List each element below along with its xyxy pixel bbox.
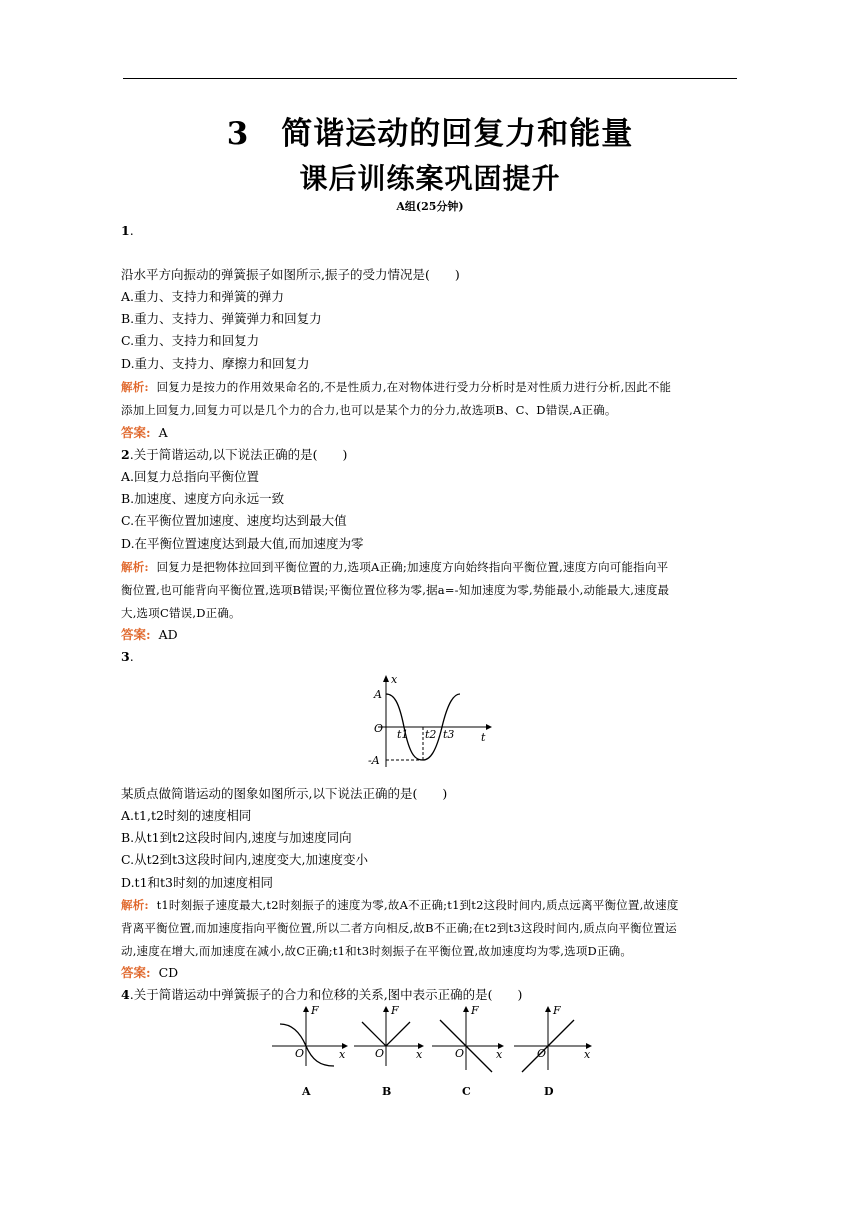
svg-text:O: O	[455, 1047, 465, 1060]
question-2-option-b: B.加速度、速度方向永远一致	[121, 491, 285, 506]
negative-amplitude-label: -A	[368, 754, 380, 767]
question-1-option-a: A.重力、支持力和弹簧的弹力	[121, 289, 285, 304]
question-2-answer: 答案: AD	[121, 627, 178, 642]
x-axis-arrow-icon	[383, 675, 389, 682]
question-2-analysis: 解析: 回复力是把物体拉回到平衡位置的力,选项A正确;加速度方向始终指向平衡位置,速度方向可能指向平	[121, 560, 669, 574]
svg-text:x: x	[496, 1048, 503, 1061]
header-rule	[123, 78, 737, 79]
vibration-graph-figure	[364, 672, 494, 772]
svg-text:F: F	[471, 1004, 479, 1017]
question-3-analysis-line-2: 背离平衡位置,而加速度指向平衡位置,所以二者方向相反,故B不正确;在t2到t3这段时间内,质点向平衡位置运	[121, 921, 677, 935]
question-1-answer: 答案: A	[121, 425, 168, 440]
t-axis-arrow-icon	[486, 724, 492, 730]
graph-a	[272, 1004, 348, 1098]
curve-a	[280, 1024, 334, 1066]
group-label: A组(25分钟)	[396, 200, 464, 213]
question-2-option-c: C.在平衡位置加速度、速度均达到最大值	[121, 513, 347, 528]
svg-text:O: O	[295, 1047, 305, 1060]
question-3-option-c: C.从t2到t3这段时间内,速度变大,加速度变小	[121, 852, 368, 867]
t1-label: t1	[397, 728, 409, 741]
question-1-analysis: 解析: 回复力是按力的作用效果命名的,不是性质力,在对物体进行受力分析时是对性质力进行分析,因此不能	[121, 380, 672, 394]
question-1-stem: 沿水平方向振动的弹簧振子如图所示,振子的受力情况是( )	[121, 267, 460, 282]
question-3-analysis: 解析: t1时刻振子速度最大,t2时刻振子的速度为零,故A不正确;t1到t2这段时间内,质点远离平衡位置,故速度	[121, 898, 679, 912]
question-3-analysis-line-3: 动,速度在增大,而加速度在减小,故C正确;t1和t3时刻振子在平衡位置,故加速度均为零,选项D正确。	[121, 944, 633, 958]
question-3-number: 3.	[121, 649, 134, 664]
page-title: 3 简谐运动的回复力和能量	[226, 116, 634, 152]
question-4-stem: 4.关于简谐运动中弹簧振子的合力和位移的关系,图中表示正确的是( )	[121, 987, 523, 1002]
question-3-stem: 某质点做简谐运动的图象如图所示,以下说法正确的是( )	[121, 786, 448, 801]
f-arrow-icon	[545, 1006, 551, 1012]
question-1-option-d: D.重力、支持力、摩擦力和回复力	[121, 356, 310, 371]
t3-label: t3	[443, 728, 455, 741]
svg-text:O: O	[537, 1047, 547, 1060]
t2-label: t2	[425, 728, 437, 741]
question-3-option-d: D.t1和t3时刻的加速度相同	[121, 875, 274, 890]
svg-text:x: x	[416, 1048, 423, 1061]
f-arrow-icon	[383, 1006, 389, 1012]
question-2-analysis-line-2: 衡位置,也可能背向平衡位置,选项B错误;平衡位置位移为零,据a=-知加速度为零,势能最小,动能最大,速度最	[121, 583, 670, 597]
question-1-analysis-line-2: 添加上回复力,回复力可以是几个力的合力,也可以是某个力的分力,故选项B、C、D错误,A正确。	[121, 403, 617, 417]
question-3-answer: 答案: CD	[121, 965, 179, 980]
question-3-option-b: B.从t1到t2这段时间内,速度与加速度同向	[121, 830, 352, 845]
caption-a: A	[302, 1085, 311, 1098]
svg-text:F: F	[311, 1004, 319, 1017]
question-2-option-d: D.在平衡位置速度达到最大值,而加速度为零	[121, 536, 364, 551]
svg-text:O: O	[375, 1047, 385, 1060]
caption-c: C	[462, 1085, 471, 1098]
svg-text:x: x	[584, 1048, 591, 1061]
caption-d: D	[544, 1085, 554, 1098]
amplitude-label: A	[374, 688, 382, 701]
question-1-option-c: C.重力、支持力和回复力	[121, 333, 260, 348]
svg-text:F: F	[553, 1004, 561, 1017]
page-subtitle: 课后训练案巩固提升	[299, 162, 561, 195]
caption-b: B	[382, 1085, 392, 1098]
question-2-stem: 2.关于简谐运动,以下说法正确的是( )	[121, 447, 348, 462]
y-axis-label: x	[391, 673, 398, 686]
f-arrow-icon	[303, 1006, 309, 1012]
graph-d	[514, 1004, 592, 1098]
graph-c	[432, 1004, 504, 1098]
question-2-option-a: A.回复力总指向平衡位置	[121, 469, 260, 484]
graph-b	[354, 1004, 424, 1098]
t-axis-label: t	[481, 731, 486, 744]
question-1-option-b: B.重力、支持力、弹簧弹力和回复力	[121, 311, 322, 326]
question-3-option-a: A.t1,t2时刻的速度相同	[121, 808, 252, 823]
question-2-analysis-line-3: 大,选项C错误,D正确。	[121, 606, 241, 620]
force-displacement-figure	[268, 1004, 608, 1104]
origin-label: O	[374, 722, 384, 735]
svg-text:F: F	[391, 1004, 399, 1017]
f-arrow-icon	[463, 1006, 469, 1012]
svg-text:x: x	[339, 1048, 346, 1061]
question-1-number: 1.	[121, 223, 134, 238]
